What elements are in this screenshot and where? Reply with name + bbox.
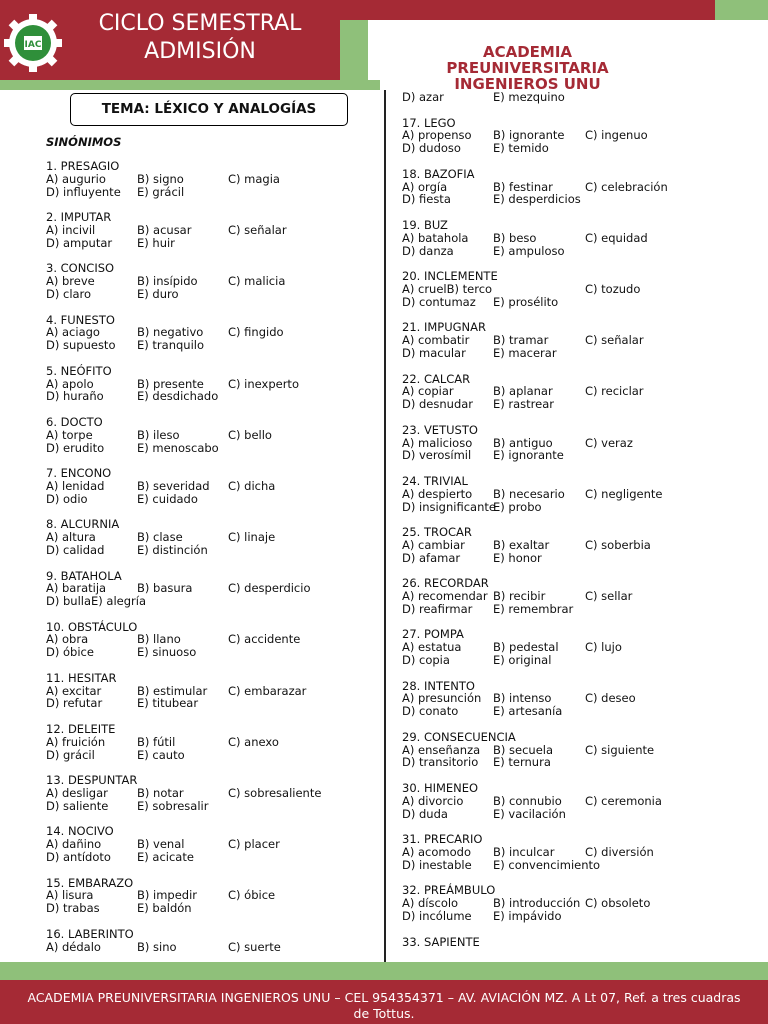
option-d: D) azar [402, 90, 444, 104]
question-title: 30. HIMENEO [402, 781, 479, 796]
option-d: D) transitorio [402, 755, 479, 770]
option-c: C) linaje [228, 530, 276, 545]
option-e: E) huir [137, 235, 175, 250]
question-item [46, 877, 376, 915]
title-line-1: CICLO SEMESTRAL [98, 11, 302, 36]
option-b: B) intenso [493, 691, 552, 706]
question-title: 33. SAPIENTE [402, 934, 480, 949]
question-title: 1. PRESAGIO [46, 159, 120, 173]
option-a: A) lisura [46, 888, 94, 903]
option-d: D) refutar [46, 696, 103, 711]
option-d: D) óbice [46, 645, 94, 660]
option-a: A) torpe [46, 427, 93, 442]
logo-text: IAC [24, 40, 42, 50]
option-b: B) ignorante [493, 128, 565, 143]
question-item [46, 928, 376, 954]
option-e: E) ternura [493, 755, 551, 770]
section-heading: SINÓNIMOS [46, 135, 122, 149]
option-a: A) breve [46, 274, 95, 289]
footer-green-band [0, 962, 768, 980]
option-c: C) fingido [228, 325, 284, 340]
option-d: D) conato [402, 704, 459, 719]
question-item [46, 211, 376, 249]
question-title: 12. DELEITE [46, 722, 116, 737]
option-b: B) notar [137, 786, 184, 801]
option-e: E) sobresalir [137, 798, 209, 813]
option-a: A) desligar [46, 786, 108, 801]
question-item [46, 570, 376, 608]
question-item [402, 884, 762, 922]
option-d: D) claro [46, 286, 92, 301]
option-e: E) cuidado [137, 491, 198, 506]
option-a: A) copiar [402, 384, 454, 399]
title-line-2: ADMISIÓN [144, 39, 256, 64]
option-d: D) desnudar [402, 397, 474, 412]
option-d: D) dudoso [402, 141, 461, 156]
option-d: D) duda [402, 806, 448, 821]
option-b: B) necesario [493, 486, 565, 501]
option-a: A) propenso [402, 128, 472, 143]
question-item [46, 160, 376, 198]
option-c: C) obsoleto [585, 896, 651, 911]
option-c: C) equidad [585, 230, 648, 245]
option-e: E) sinuoso [137, 645, 197, 660]
option-b: B) estimular [137, 683, 208, 698]
question-item [46, 416, 376, 454]
option-c: C) señalar [585, 333, 644, 348]
option-d: D) afamar [402, 550, 461, 565]
question-item [402, 424, 762, 462]
question-title: 11. HESITAR [46, 670, 117, 685]
option-e: E) desdichado [137, 389, 219, 404]
question-item [402, 936, 762, 949]
question-item [402, 833, 762, 871]
option-e: E) vacilación [493, 806, 566, 821]
option-e: E) original [493, 653, 552, 668]
academy-logo-icon [2, 12, 64, 74]
option-c: C) sobresaliente [228, 786, 322, 801]
option-c: C) magia [228, 171, 280, 186]
option-b: B) aplanar [493, 384, 553, 399]
option-a: A) apolo [46, 376, 94, 391]
option-d: D) macular [402, 345, 466, 360]
question-item [402, 270, 762, 308]
question-title: 20. INCLEMENTE [402, 269, 498, 284]
option-d: D) saliente [46, 798, 109, 813]
question-item [402, 219, 762, 257]
option-d: D) contumaz [402, 294, 476, 309]
question-title: 16. LABERINTO [46, 926, 134, 941]
left-column [46, 160, 376, 953]
option-c: C) siguiente [585, 742, 655, 757]
option-a: A) malicioso [402, 435, 473, 450]
option-a: A) lenidad [46, 478, 105, 493]
question-item [46, 672, 376, 710]
option-e: E) artesanía [493, 704, 563, 719]
option-a: A) cambiar [402, 537, 465, 552]
option-c: C) señalar [228, 222, 287, 237]
option-b: B) severidad [137, 478, 210, 493]
option-d: D) huraño [46, 389, 104, 404]
option-b: B) venal [137, 837, 185, 852]
option-b: B) sino [137, 939, 177, 954]
option-a: A) orgía [402, 179, 448, 194]
option-c: C) malicia [228, 274, 286, 289]
option-e: E) remembrar [493, 601, 574, 616]
option-c: C) celebración [585, 179, 668, 194]
option-a: A) dañino [46, 837, 102, 852]
question-title: 17. LEGO [402, 115, 456, 130]
option-e: E) ignorante [493, 448, 564, 463]
option-a: A) baratija [46, 581, 107, 596]
option-c: C) negligente [585, 486, 663, 501]
option-a: A) obra [46, 632, 89, 647]
option-b: B) exaltar [493, 537, 550, 552]
option-b: B) pedestal [493, 640, 559, 655]
column-divider [384, 90, 386, 964]
option-e: E) grácil [137, 184, 185, 199]
academy-line-1: ACADEMIA [482, 44, 573, 61]
option-a: A) augurio [46, 171, 106, 186]
option-a: A) cruelB) terco [402, 281, 493, 296]
question-item [402, 628, 762, 666]
option-e: E) distinción [137, 542, 208, 557]
option-a: A) combatir [402, 333, 470, 348]
option-e: E) temido [493, 141, 549, 156]
option-b: B) recibir [493, 589, 546, 604]
question-item [402, 373, 762, 411]
academy-name [420, 44, 635, 92]
option-b: B) secuela [493, 742, 554, 757]
option-c: C) óbice [228, 888, 276, 903]
option-b: B) acusar [137, 222, 192, 237]
option-c: C) tozudo [585, 281, 641, 296]
option-c: C) suerte [228, 939, 281, 954]
right-column [402, 91, 762, 948]
option-b: B) introducción [493, 896, 581, 911]
option-c: C) diversión [585, 845, 654, 860]
option-a: A) acomodo [402, 845, 471, 860]
header-top-strip [330, 0, 715, 20]
question-title: 31. PRECARIO [402, 832, 483, 847]
header-green-diagonal [340, 20, 368, 90]
option-c: C) reciclar [585, 384, 644, 399]
option-a: A) despierto [402, 486, 473, 501]
option-e: E) duro [137, 286, 179, 301]
question-title: 18. BAZOFIA [402, 166, 475, 181]
option-e: E) mezquino [493, 90, 565, 104]
option-d: D) inestable [402, 857, 472, 872]
question-title: 25. TROCAR [402, 525, 472, 540]
option-c: C) bello [228, 427, 272, 442]
question-title: 2. IMPUTAR [46, 210, 112, 225]
question-item [402, 526, 762, 564]
academy-line-3: INGENIEROS UNU [454, 75, 601, 92]
question-title: 7. ENCONO [46, 466, 112, 481]
option-b: B) impedir [137, 888, 198, 903]
question-title: 3. CONCISO [46, 261, 115, 276]
option-c: C) placer [228, 837, 280, 852]
topic-box: TEMA: LÉXICO Y ANALOGÍAS [70, 93, 348, 126]
question-item [402, 731, 762, 769]
question-item [46, 774, 376, 812]
option-d: D) trabas [46, 901, 100, 916]
option-d: D) antídoto [46, 850, 111, 865]
option-c: C) lujo [585, 640, 622, 655]
option-e: E) impávido [493, 909, 562, 923]
question-item [402, 680, 762, 718]
option-b: B) festinar [493, 179, 553, 194]
option-e: E) ampuloso [493, 243, 565, 258]
option-a: A) altura [46, 530, 96, 545]
question-title: 15. EMBARAZO [46, 875, 134, 890]
option-d: D) insignificante [402, 499, 496, 514]
header-green-band [0, 80, 380, 90]
question-item [402, 782, 762, 820]
option-a: A) divorcio [402, 793, 464, 808]
question-item [402, 577, 762, 615]
question-title: 22. CALCAR [402, 371, 471, 386]
question-item [46, 518, 376, 556]
question-item [402, 117, 762, 155]
question-title: 19. BUZ [402, 217, 448, 232]
option-e: E) rastrear [493, 397, 555, 412]
question-title: 14. NOCIVO [46, 824, 114, 839]
option-e: E) titubear [137, 696, 199, 711]
option-b: B) negativo [137, 325, 204, 340]
option-b: B) signo [137, 171, 184, 186]
question-title: 10. OBSTÁCULO [46, 619, 138, 634]
option-d: D) erudito [46, 440, 105, 455]
question-title: 13. DESPUNTAR [46, 773, 138, 788]
option-b: B) beso [493, 230, 537, 245]
option-d: D) copia [402, 653, 450, 668]
footer-contact: ACADEMIA PREUNIVERSITARIA INGENIEROS UNU – CEL 954354371 – AV. AVIACIÓN MZ. A Lt 07, Ref. a tres cuadras de Tottus. [27, 990, 741, 1020]
question-item [402, 321, 762, 359]
academy-line-2: PREUNIVERSITARIA [446, 59, 609, 77]
option-c: C) sellar [585, 589, 633, 604]
question-item [46, 467, 376, 505]
option-d: D) bullaE) alegría [46, 594, 147, 609]
question-title: 8. ALCURNIA [46, 517, 120, 532]
option-d: D) incólume [402, 909, 472, 923]
option-a: A) recomendar [402, 589, 488, 604]
question-title: 27. POMPA [402, 627, 464, 642]
question-title: 6. DOCTO [46, 414, 103, 429]
option-d: D) grácil [46, 747, 95, 762]
option-c: C) ceremonia [585, 793, 662, 808]
option-b: B) connubio [493, 793, 562, 808]
option-b: B) insípido [137, 274, 198, 289]
option-b: B) antiguo [493, 435, 553, 450]
question-item [46, 825, 376, 863]
option-c: C) anexo [228, 734, 279, 749]
option-d: D) fiesta [402, 192, 451, 207]
option-d: D) amputar [46, 235, 113, 250]
question-item [46, 314, 376, 352]
option-d: D) odio [46, 491, 88, 506]
question-title: 26. RECORDAR [402, 576, 489, 591]
option-c: C) ingenuo [585, 128, 648, 143]
option-b: B) presente [137, 376, 204, 391]
option-d: D) influyente [46, 184, 121, 199]
option-a: A) batahola [402, 230, 469, 245]
option-c: C) inexperto [228, 376, 299, 391]
option-d: D) reafirmar [402, 601, 473, 616]
question-title: 29. CONSECUENCIA [402, 729, 516, 744]
option-e: E) prosélito [493, 294, 559, 309]
question-title: 23. VETUSTO [402, 422, 478, 437]
option-b: B) basura [137, 581, 193, 596]
option-b: B) llano [137, 632, 181, 647]
option-b [493, 283, 585, 296]
question-item [46, 365, 376, 403]
option-a: A) presunción [402, 691, 482, 706]
option-a: A) excitar [46, 683, 102, 698]
option-e: E) desperdicios [493, 192, 581, 207]
option-c: C) veraz [585, 435, 633, 450]
question-title: 32. PREÁMBULO [402, 883, 496, 898]
question-title: 21. IMPUGNAR [402, 320, 486, 335]
option-c: C) dicha [228, 478, 276, 493]
option-e: E) menoscabo [137, 440, 219, 455]
option-e: E) macerar [493, 345, 557, 360]
option-e: E) cauto [137, 747, 185, 762]
question-continuation [402, 91, 762, 104]
option-d: D) supuesto [46, 338, 116, 353]
option-c: C) soberbia [585, 537, 651, 552]
header-green-accent [715, 0, 768, 20]
question-title: 4. FUNESTO [46, 312, 115, 327]
question-item [46, 262, 376, 300]
option-b: B) clase [137, 530, 183, 545]
option-e: E) convencimiento [493, 857, 601, 872]
option-c: C) desperdicio [228, 581, 311, 596]
option-d: D) verosímil [402, 448, 472, 463]
option-d: D) danza [402, 243, 454, 258]
option-e: E) tranquilo [137, 338, 204, 353]
option-b: B) inculcar [493, 845, 555, 860]
page-title [66, 10, 334, 66]
question-item [46, 723, 376, 761]
option-c: C) deseo [585, 691, 636, 706]
option-a: A) dédalo [46, 939, 101, 954]
option-a: A) incivil [46, 222, 96, 237]
option-b: B) fútil [137, 734, 176, 749]
option-e: E) honor [493, 550, 542, 565]
option-e: E) probo [493, 499, 542, 514]
option-b: B) ileso [137, 427, 180, 442]
question-title: 9. BATAHOLA [46, 568, 122, 583]
option-a: A) díscolo [402, 896, 459, 911]
option-a: A) enseñanza [402, 742, 481, 757]
option-a: A) aciago [46, 325, 100, 340]
option-d: D) calidad [46, 542, 105, 557]
question-title: 24. TRIVIAL [402, 473, 468, 488]
option-b: B) tramar [493, 333, 549, 348]
option-e: E) baldón [137, 901, 192, 916]
option-c: C) embarazar [228, 683, 307, 698]
option-c: C) accidente [228, 632, 301, 647]
option-e: E) acicate [137, 850, 194, 865]
question-title: 5. NEÓFITO [46, 363, 112, 378]
question-item [46, 621, 376, 659]
question-item [402, 475, 762, 513]
option-a: A) estatua [402, 640, 462, 655]
option-a: A) fruición [46, 734, 106, 749]
question-title: 28. INTENTO [402, 678, 475, 693]
question-item [402, 168, 762, 206]
